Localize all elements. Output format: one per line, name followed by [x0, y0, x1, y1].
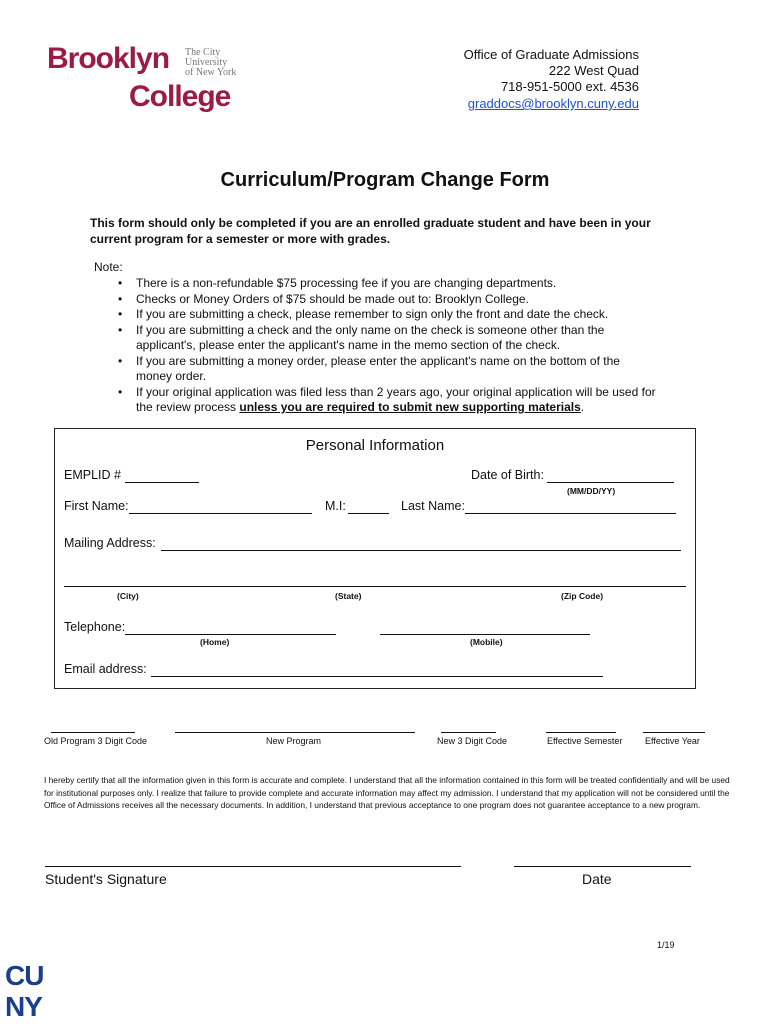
- last-name-field[interactable]: [465, 513, 676, 514]
- city-hint: (City): [117, 591, 139, 601]
- dob-field[interactable]: [547, 482, 674, 483]
- dob-label: Date of Birth:: [471, 468, 544, 482]
- home-phone-field[interactable]: [125, 634, 336, 635]
- note-item: • If your original application was filed less than 2 years ago, your original application will be used for the review process unless you are required to submit new supporting materials.: [118, 385, 658, 416]
- email-label: Email address:: [64, 662, 147, 676]
- office-name: Office of Graduate Admissions: [463, 47, 639, 62]
- city-state-zip-field[interactable]: [64, 586, 686, 587]
- page-title: Curriculum/Program Change Form: [220, 169, 550, 191]
- note-item: • If you are submitting a check, please remember to sign only the front and date the check.: [118, 307, 658, 323]
- cuny-logo: CU NY: [5, 960, 44, 1022]
- brooklyn-college-logo: Brooklyn College The City University of New York: [47, 42, 237, 113]
- certification-text: I hereby certify that all the information given in this form is accurate and complete. I understand that all the information contained in this form will be treated confidentially and will be used for institutional purposes only. I realize that failure to provide complete and accurate information may affect my admission. I understand that my application will not be considered until the Office of Admissions receives all the necessary documents. In addition, I understand that previous acceptance to one program does not guarantee acceptance to a new program.: [44, 775, 730, 810]
- note-label: Note:: [94, 260, 123, 274]
- note-item: • Checks or Money Orders of $75 should be made out to: Brooklyn College.: [118, 292, 658, 308]
- mi-label: M.I:: [325, 499, 346, 513]
- signature-field[interactable]: [45, 866, 461, 867]
- first-name-label: First Name:: [64, 499, 129, 513]
- first-name-field[interactable]: [129, 513, 312, 514]
- old-code-field[interactable]: [51, 732, 135, 733]
- home-hint: (Home): [200, 637, 230, 647]
- date-label: Date: [582, 871, 612, 887]
- telephone-label: Telephone:: [64, 620, 126, 634]
- logo-subtitle: The City University of New York: [185, 47, 237, 78]
- notes-list: [118, 276, 658, 416]
- signature-label: Student's Signature: [45, 871, 167, 887]
- page-number: 1/19: [657, 940, 675, 950]
- year-field[interactable]: [643, 732, 705, 733]
- old-code-label: Old Program 3 Digit Code: [44, 736, 148, 746]
- new-program-field[interactable]: [175, 732, 415, 733]
- semester-label: Effective Semester: [547, 736, 623, 746]
- year-label: Effective Year: [645, 736, 700, 746]
- section-heading: Personal Information: [305, 437, 445, 454]
- mi-field[interactable]: [348, 513, 389, 514]
- semester-field[interactable]: [546, 732, 616, 733]
- state-hint: (State): [335, 591, 362, 601]
- new-code-label: New 3 Digit Code: [437, 736, 508, 746]
- note-item: • If you are submitting a money order, please enter the applicant's name on the bottom of the money order.: [118, 354, 658, 385]
- intro-text: This form should only be completed if you are an enrolled graduate student and have been in your current program for a semester or more with grades.: [90, 216, 651, 246]
- last-name-label: Last Name:: [401, 499, 465, 513]
- email-field[interactable]: [151, 676, 603, 677]
- new-code-field[interactable]: [441, 732, 496, 733]
- note-item: • If you are submitting a check and the only name on the check is someone other than the applicant's, please enter the applicant's name in the memo section of the check.: [118, 323, 658, 354]
- date-field[interactable]: [514, 866, 691, 867]
- emplid-field[interactable]: [125, 482, 199, 483]
- mailing-address-label: Mailing Address:: [64, 536, 156, 550]
- office-phone: 718-951-5000 ext. 4536: [500, 79, 639, 94]
- emplid-label: EMPLID #: [64, 468, 121, 482]
- dob-hint: (MM/DD/YY): [567, 486, 616, 496]
- new-program-label: New Program: [266, 736, 322, 746]
- zip-hint: (Zip Code): [561, 591, 604, 601]
- office-address: 222 West Quad: [548, 63, 639, 78]
- note-item: • There is a non-refundable $75 processing fee if you are changing departments.: [118, 276, 658, 292]
- mobile-phone-field[interactable]: [380, 634, 590, 635]
- personal-information-section: [54, 428, 696, 689]
- mailing-address-field[interactable]: [161, 550, 681, 551]
- office-email-link[interactable]: graddocs@brooklyn.cuny.edu: [467, 96, 639, 111]
- mobile-hint: (Mobile): [470, 637, 503, 647]
